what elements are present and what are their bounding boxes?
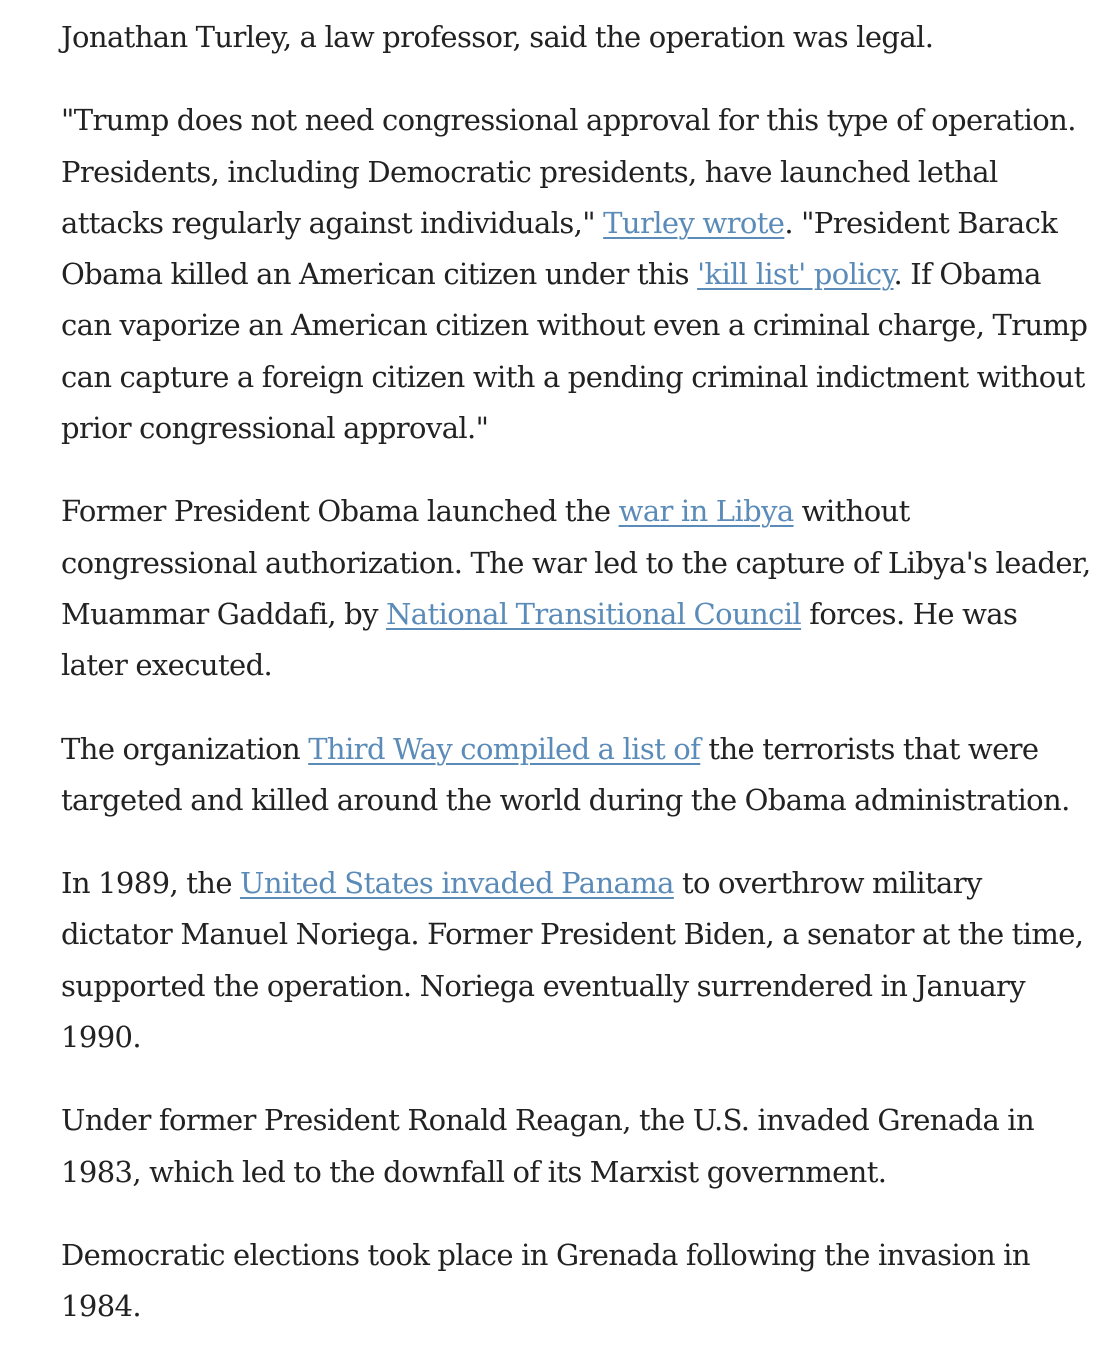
paragraph-grenada-invasion bbox=[61, 1095, 1091, 1198]
turley-wrote-link[interactable]: Turley wrote bbox=[603, 205, 785, 240]
text-segment: without congressional authorization. The war led to the capture of Libya's leader, Muammar Gaddafi, by bbox=[61, 494, 1091, 631]
text-segment: . "President Barack Obama killed an American citizen under this bbox=[61, 205, 1058, 292]
paragraph-panama bbox=[61, 858, 1091, 1063]
paragraph-turley-quote bbox=[61, 95, 1091, 454]
kill-list-policy-link[interactable]: 'kill list' policy bbox=[697, 257, 894, 292]
text-segment: forces. He was later executed. bbox=[61, 596, 1018, 683]
paragraph-grenada-elections bbox=[61, 1230, 1091, 1333]
paragraph-libya bbox=[61, 486, 1091, 691]
paragraph-third-way bbox=[61, 724, 1091, 827]
text-segment: . If Obama can vaporize an American citizen without even a criminal charge, Trump can capture a foreign citizen with a pending criminal indictment without prior congressional approval." bbox=[61, 257, 1088, 446]
text-segment: the terrorists that were targeted and killed around the world during the Obama administration. bbox=[61, 731, 1070, 817]
war-in-libya-link[interactable]: war in Libya bbox=[618, 494, 794, 529]
text-segment: to overthrow military dictator Manuel Noriega. Former President Biden, a senator at the time, supported the operation. Noriega eventually surrendered in January 1990. bbox=[61, 866, 1084, 1055]
text-segment: Former President Obama launched the bbox=[61, 494, 619, 529]
text-segment: Democratic elections took place in Grenada following the invasion in 1984. bbox=[61, 1237, 1030, 1324]
text-segment: The organization bbox=[61, 731, 309, 766]
text-segment: In 1989, the bbox=[61, 866, 241, 901]
text-segment: Under former President Ronald Reagan, the U.S. invaded Grenada in 1983, which led to the downfall of its Marxist government. bbox=[61, 1103, 1035, 1189]
text-segment: "Trump does not need congressional approval for this type of operation. Presidents, including Democratic presidents, have launched lethal attacks regularly against individuals," bbox=[61, 103, 1076, 240]
national-transitional-council-link[interactable]: National Transitional Council bbox=[386, 596, 802, 631]
paragraph-turley-intro bbox=[61, 12, 1091, 63]
text-segment: Jonathan Turley, a law professor, said the operation was legal. bbox=[61, 20, 934, 54]
third-way-list-link[interactable]: Third Way compiled a list of bbox=[308, 731, 701, 766]
united-states-invaded-panama-link[interactable]: United States invaded Panama bbox=[240, 866, 674, 901]
